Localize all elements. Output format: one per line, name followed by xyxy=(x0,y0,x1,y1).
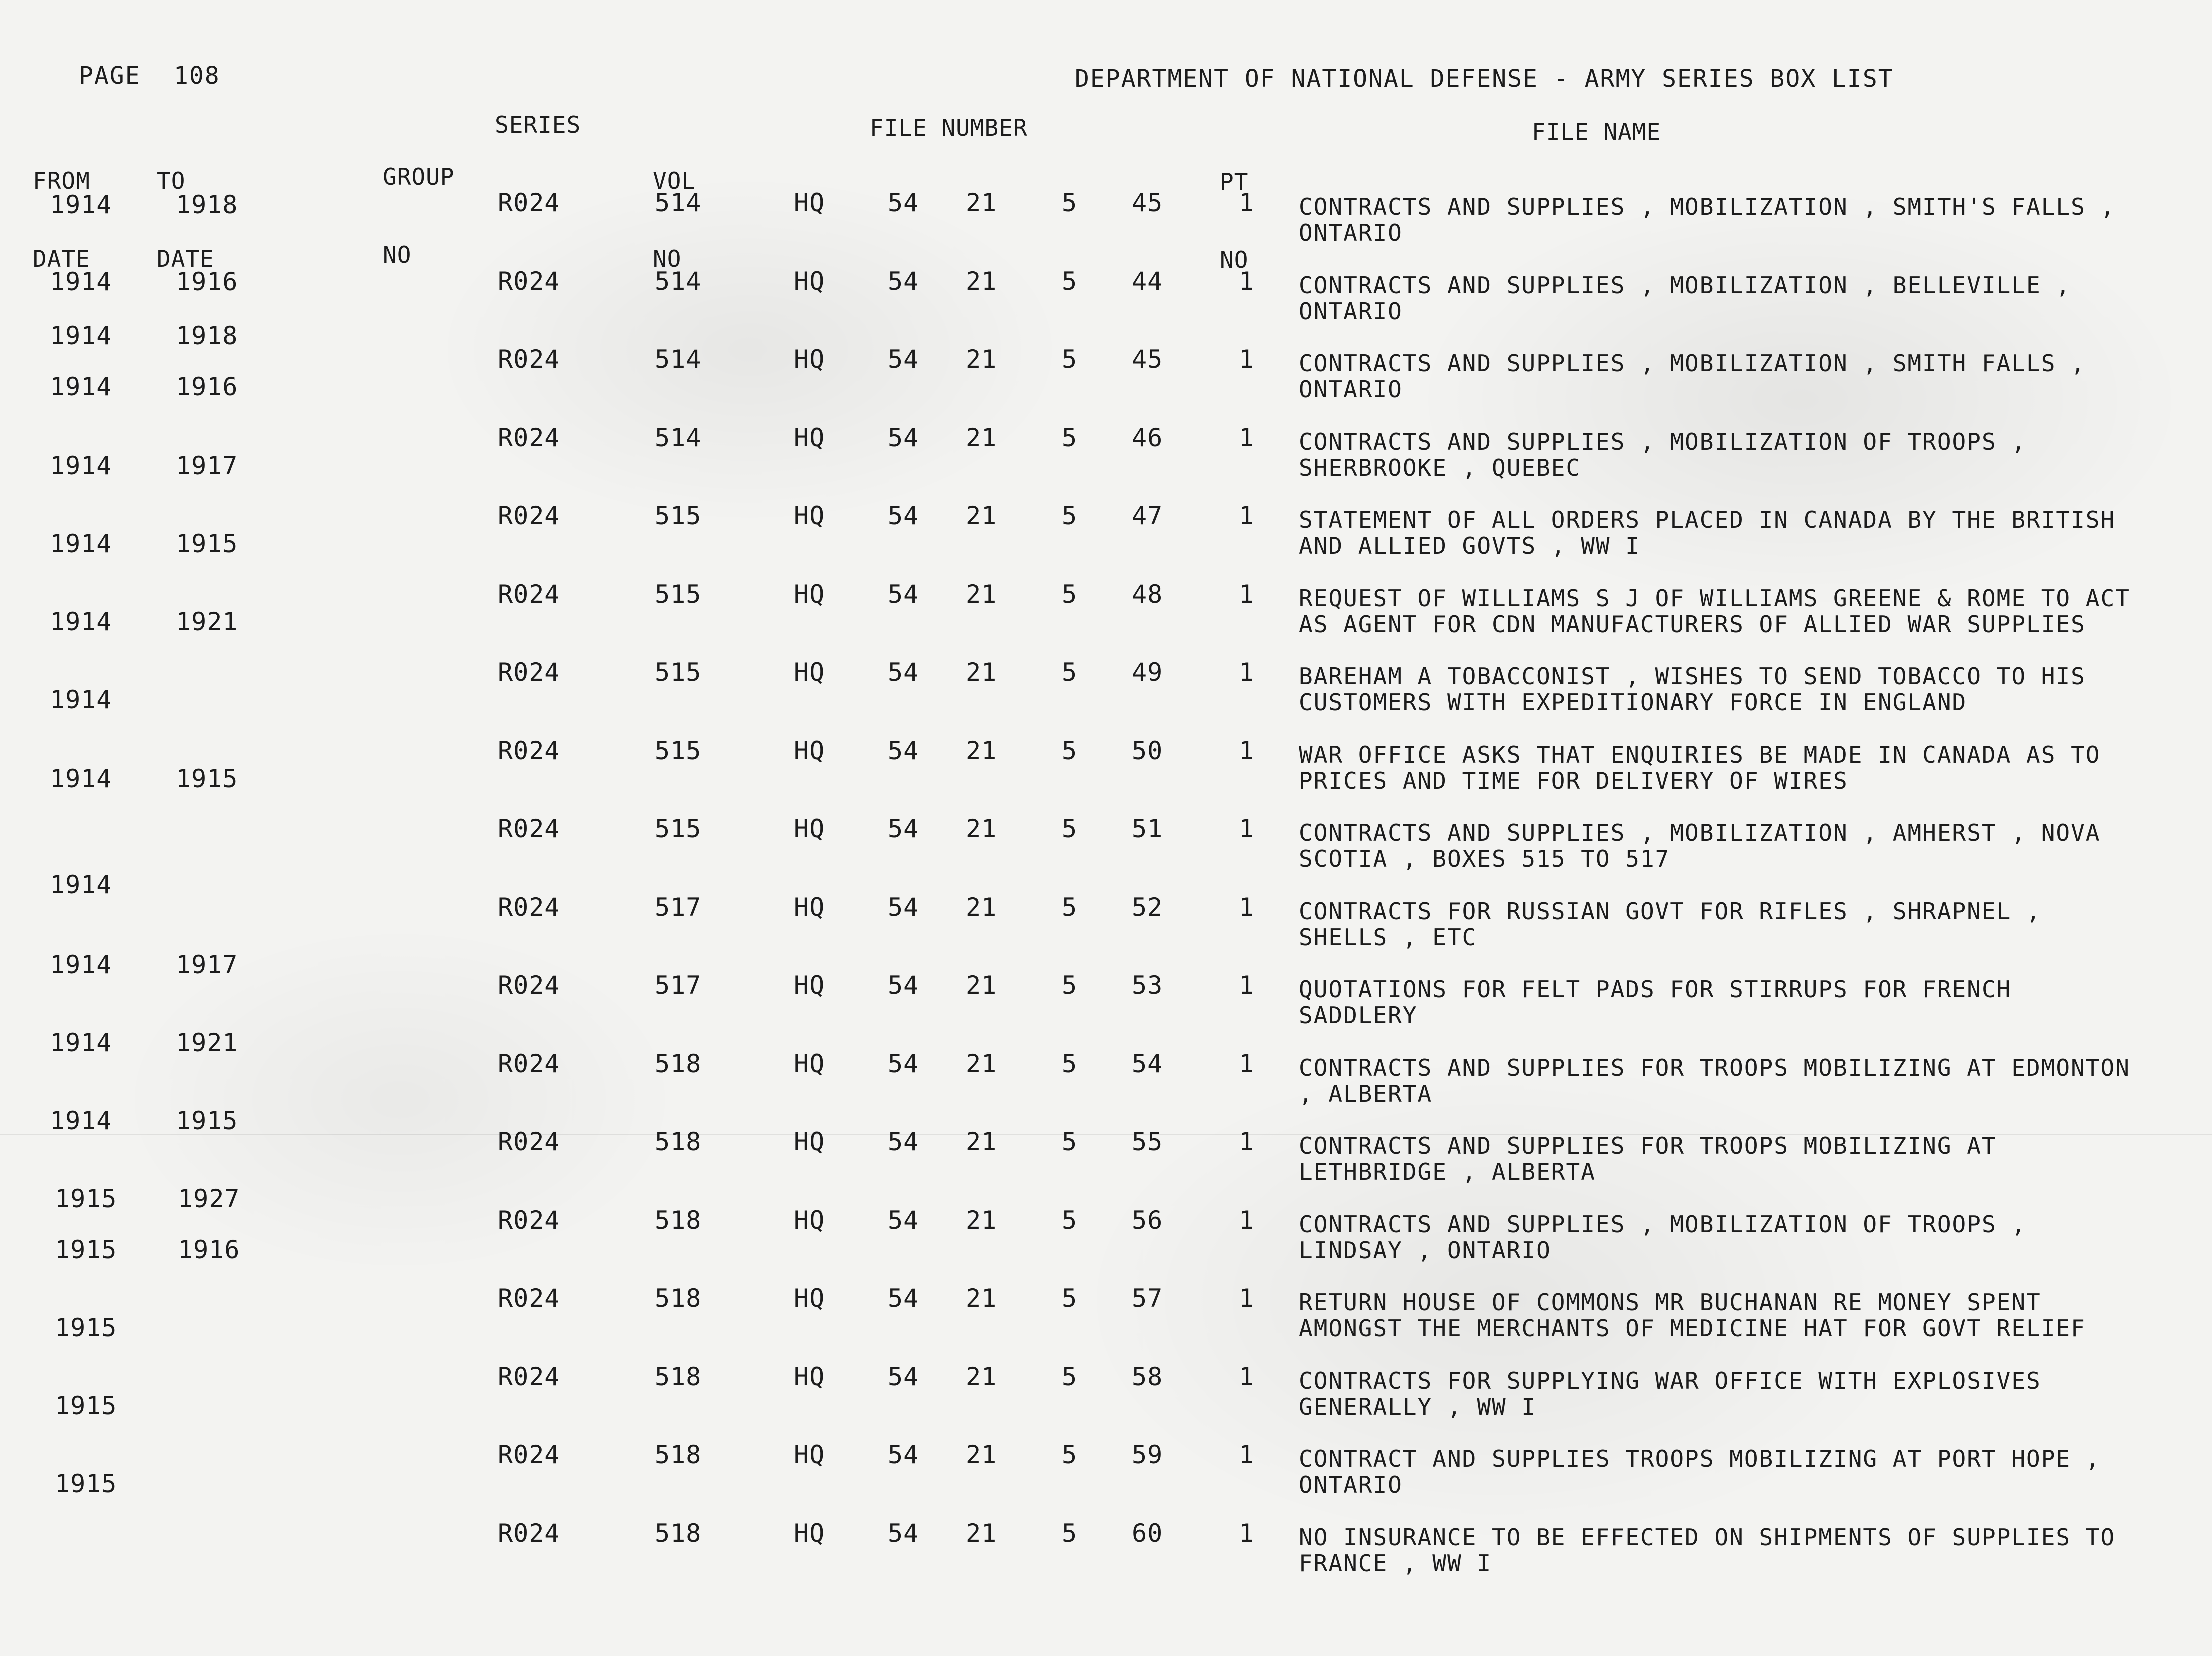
file-name-line-1: QUOTATIONS FOR FELT PADS FOR STIRRUPS FOR FRENCH xyxy=(1299,976,2012,1003)
file-number-part-1: 54 xyxy=(888,1519,920,1548)
file-number-part-4: 50 xyxy=(1132,736,1164,766)
file-number-part-2: 21 xyxy=(966,1440,998,1470)
file-number-part-4: 51 xyxy=(1132,814,1164,844)
from-date: 1914 xyxy=(50,372,112,402)
header-from-label: FROM xyxy=(33,168,90,194)
header-pt-label: PT xyxy=(1220,168,1249,196)
vol-cell: 515 xyxy=(655,736,702,766)
file-number-part-3: 5 xyxy=(1062,267,1078,296)
file-number-part-4: 54 xyxy=(1132,1050,1164,1078)
header-to-label: TO xyxy=(157,168,186,194)
pt-cell: 1 xyxy=(1239,267,1255,296)
to-date: 1915 xyxy=(176,1106,238,1136)
file-name-line-1: CONTRACTS FOR SUPPLYING WAR OFFICE WITH EXPLOSIVES xyxy=(1299,1368,2042,1394)
file-number-part-4: 59 xyxy=(1132,1440,1164,1470)
file-number-part-1: 54 xyxy=(888,971,920,1000)
file-name-line-2: SHERBROOKE , QUEBEC xyxy=(1299,454,1582,482)
pt-cell: 1 xyxy=(1239,1206,1255,1235)
series-cell: R024 xyxy=(498,1050,560,1078)
file-number-part-4: 52 xyxy=(1132,893,1164,922)
file-number-part-2: 21 xyxy=(966,502,998,530)
to-date: 1921 xyxy=(176,1028,238,1058)
file-prefix-cell: HQ xyxy=(794,345,826,374)
file-number-part-2: 21 xyxy=(966,1519,998,1548)
file-number-part-1: 54 xyxy=(888,1206,920,1235)
pt-cell: 1 xyxy=(1239,1362,1255,1392)
to-date: 1916 xyxy=(178,1236,240,1264)
file-number-part-2: 21 xyxy=(966,580,998,609)
header-file-name: FILE NAME xyxy=(1532,118,1662,146)
pt-cell: 1 xyxy=(1239,658,1255,687)
from-date: 1914 xyxy=(50,268,112,296)
file-name-line-1: CONTRACTS FOR RUSSIAN GOVT FOR RIFLES , SHRAPNEL , xyxy=(1299,898,2042,925)
file-number-part-2: 21 xyxy=(966,424,998,452)
file-prefix-cell: HQ xyxy=(794,658,826,687)
file-name-line-2: , ALBERTA xyxy=(1299,1080,1433,1108)
file-prefix-cell: HQ xyxy=(794,424,826,452)
file-number-part-1: 54 xyxy=(888,1440,920,1470)
file-number-part-3: 5 xyxy=(1062,502,1078,530)
file-number-part-3: 5 xyxy=(1062,1440,1078,1470)
from-date: 1914 xyxy=(50,764,112,794)
file-name-line-1: RETURN HOUSE OF COMMONS MR BUCHANAN RE MONEY SPENT xyxy=(1299,1289,2042,1316)
file-number-part-4: 57 xyxy=(1132,1284,1164,1313)
file-name-line-1: BAREHAM A TOBACCONIST , WISHES TO SEND TOBACCO TO HIS xyxy=(1299,663,2086,690)
from-date: 1914 xyxy=(50,608,112,636)
file-number-part-4: 48 xyxy=(1132,580,1164,609)
series-cell: R024 xyxy=(498,188,560,218)
file-name-line-2: GENERALLY , WW I xyxy=(1299,1394,1537,1420)
pt-cell: 1 xyxy=(1239,424,1255,452)
to-date: 1916 xyxy=(176,268,238,296)
file-prefix-cell: HQ xyxy=(794,1128,826,1156)
file-number-part-4: 56 xyxy=(1132,1206,1164,1235)
file-prefix-cell: HQ xyxy=(794,580,826,609)
file-number-part-3: 5 xyxy=(1062,1050,1078,1078)
file-number-part-4: 44 xyxy=(1132,267,1164,296)
file-number-part-2: 21 xyxy=(966,1128,998,1156)
document-title: DEPARTMENT OF NATIONAL DEFENSE - ARMY SERIES BOX LIST xyxy=(1075,65,1894,93)
from-date: 1915 xyxy=(55,1470,118,1498)
series-cell: R024 xyxy=(498,267,560,296)
file-number-part-4: 55 xyxy=(1132,1128,1164,1156)
file-number-part-4: 58 xyxy=(1132,1362,1164,1392)
file-prefix-cell: HQ xyxy=(794,502,826,530)
header-date-label: DATE xyxy=(157,246,214,272)
pt-cell: 1 xyxy=(1239,1128,1255,1156)
file-name-line-2: ONTARIO xyxy=(1299,220,1403,246)
file-number-part-3: 5 xyxy=(1062,1128,1078,1156)
vol-cell: 515 xyxy=(655,658,702,687)
pt-cell: 1 xyxy=(1239,188,1255,218)
file-prefix-cell: HQ xyxy=(794,814,826,844)
file-name-line-1: CONTRACTS AND SUPPLIES , MOBILIZATION , AMHERST , NOVA xyxy=(1299,820,2101,846)
header-group-no xyxy=(383,112,454,294)
file-name-line-2: SCOTIA , BOXES 515 TO 517 xyxy=(1299,846,1670,872)
file-number-part-3: 5 xyxy=(1062,1362,1078,1392)
file-number-part-3: 5 xyxy=(1062,345,1078,374)
from-date: 1914 xyxy=(50,322,112,350)
vol-cell: 518 xyxy=(655,1128,702,1156)
file-name-line-1: CONTRACTS AND SUPPLIES FOR TROOPS MOBILIZING AT xyxy=(1299,1132,1997,1160)
file-number-part-3: 5 xyxy=(1062,814,1078,844)
header-date-label: DATE xyxy=(33,246,90,272)
from-date: 1915 xyxy=(55,1392,118,1420)
file-name-line-2: FRANCE , WW I xyxy=(1299,1550,1492,1577)
series-cell: R024 xyxy=(498,736,560,766)
file-number-part-4: 47 xyxy=(1132,502,1164,530)
series-cell: R024 xyxy=(498,814,560,844)
file-number-part-3: 5 xyxy=(1062,893,1078,922)
series-cell: R024 xyxy=(498,1128,560,1156)
file-number-part-1: 54 xyxy=(888,736,920,766)
header-no-label: NO xyxy=(1220,246,1249,274)
file-number-part-2: 21 xyxy=(966,345,998,374)
file-name-line-2: AMONGST THE MERCHANTS OF MEDICINE HAT FOR GOVT RELIEF xyxy=(1299,1315,2086,1342)
file-number-part-3: 5 xyxy=(1062,658,1078,687)
file-number-part-2: 21 xyxy=(966,1284,998,1313)
page-label: PAGE xyxy=(79,62,141,90)
file-prefix-cell: HQ xyxy=(794,1519,826,1548)
header-no-label: NO xyxy=(383,242,412,268)
file-number-part-1: 54 xyxy=(888,893,920,922)
vol-cell: 514 xyxy=(655,345,702,374)
file-number-part-1: 54 xyxy=(888,188,920,218)
vol-cell: 514 xyxy=(655,188,702,218)
file-number-part-1: 54 xyxy=(888,580,920,609)
to-date: 1917 xyxy=(176,950,238,980)
series-cell: R024 xyxy=(498,424,560,452)
file-name-line-1: CONTRACTS AND SUPPLIES , MOBILIZATION , SMITH FALLS , xyxy=(1299,350,2086,377)
file-prefix-cell: HQ xyxy=(794,893,826,922)
header-vol-label: VOL xyxy=(653,168,696,194)
file-number-part-2: 21 xyxy=(966,1362,998,1392)
file-number-part-1: 54 xyxy=(888,658,920,687)
file-number-part-3: 5 xyxy=(1062,580,1078,609)
file-name-line-1: CONTRACTS AND SUPPLIES , MOBILIZATION , BELLEVILLE , xyxy=(1299,272,2072,299)
file-name-line-1: CONTRACTS AND SUPPLIES , MOBILIZATION OF TROOPS , xyxy=(1299,1211,2027,1238)
from-date: 1914 xyxy=(50,950,112,980)
vol-cell: 515 xyxy=(655,580,702,609)
to-date: 1917 xyxy=(176,452,238,480)
file-number-part-3: 5 xyxy=(1062,736,1078,766)
vol-cell: 517 xyxy=(655,893,702,922)
file-prefix-cell: HQ xyxy=(794,1050,826,1078)
file-name-line-1: CONTRACTS AND SUPPLIES FOR TROOPS MOBILIZING AT EDMONTON xyxy=(1299,1054,2130,1082)
vol-cell: 514 xyxy=(655,267,702,296)
file-name-line-1: CONTRACTS AND SUPPLIES , MOBILIZATION OF TROOPS , xyxy=(1299,428,2027,456)
file-number-part-2: 21 xyxy=(966,267,998,296)
pt-cell: 1 xyxy=(1239,1050,1255,1078)
from-date: 1915 xyxy=(55,1236,118,1264)
file-name-line-1: REQUEST OF WILLIAMS S J OF WILLIAMS GREENE & ROME TO ACT xyxy=(1299,585,2130,612)
file-name-line-2: LINDSAY , ONTARIO xyxy=(1299,1237,1552,1264)
file-prefix-cell: HQ xyxy=(794,1206,826,1235)
file-prefix-cell: HQ xyxy=(794,1362,826,1392)
file-prefix-cell: HQ xyxy=(794,1284,826,1313)
from-date: 1914 xyxy=(50,452,112,480)
file-number-part-1: 54 xyxy=(888,1362,920,1392)
file-name-line-1: STATEMENT OF ALL ORDERS PLACED IN CANADA BY THE BRITISH xyxy=(1299,506,2116,534)
file-prefix-cell: HQ xyxy=(794,1440,826,1470)
series-cell: R024 xyxy=(498,345,560,374)
file-number-part-1: 54 xyxy=(888,502,920,530)
from-date: 1914 xyxy=(50,190,112,220)
page-number: 108 xyxy=(174,62,220,90)
file-number-part-3: 5 xyxy=(1062,188,1078,218)
from-date: 1914 xyxy=(50,1106,112,1136)
file-name-line-1: CONTRACTS AND SUPPLIES , MOBILIZATION , SMITH'S FALLS , xyxy=(1299,194,2116,220)
file-prefix-cell: HQ xyxy=(794,736,826,766)
file-number-part-3: 5 xyxy=(1062,1206,1078,1235)
series-cell: R024 xyxy=(498,580,560,609)
file-name-line-2: SHELLS , ETC xyxy=(1299,924,1478,951)
file-name-line-2: PRICES AND TIME FOR DELIVERY OF WIRES xyxy=(1299,768,1848,794)
file-number-part-4: 45 xyxy=(1132,188,1164,218)
file-number-part-2: 21 xyxy=(966,814,998,844)
file-number-part-2: 21 xyxy=(966,893,998,922)
from-date: 1914 xyxy=(50,686,112,714)
file-name-line-2: AND ALLIED GOVTS , WW I xyxy=(1299,532,1640,560)
file-prefix-cell: HQ xyxy=(794,188,826,218)
header-no-label: NO xyxy=(653,246,682,272)
file-number-part-2: 21 xyxy=(966,736,998,766)
pt-cell: 1 xyxy=(1239,502,1255,530)
pt-cell: 1 xyxy=(1239,893,1255,922)
file-name-line-2: LETHBRIDGE , ALBERTA xyxy=(1299,1158,1596,1186)
vol-cell: 518 xyxy=(655,1519,702,1548)
vol-cell: 518 xyxy=(655,1362,702,1392)
vol-cell: 518 xyxy=(655,1440,702,1470)
file-number-part-3: 5 xyxy=(1062,971,1078,1000)
series-cell: R024 xyxy=(498,658,560,687)
file-number-part-4: 60 xyxy=(1132,1519,1164,1548)
pt-cell: 1 xyxy=(1239,971,1255,1000)
file-number-part-4: 49 xyxy=(1132,658,1164,687)
file-number-part-1: 54 xyxy=(888,1128,920,1156)
file-name-line-2: ONTARIO xyxy=(1299,376,1403,403)
file-number-part-1: 54 xyxy=(888,1050,920,1078)
to-date: 1927 xyxy=(178,1184,240,1214)
vol-cell: 515 xyxy=(655,814,702,844)
file-number-part-2: 21 xyxy=(966,658,998,687)
file-number-part-2: 21 xyxy=(966,188,998,218)
vol-cell: 518 xyxy=(655,1050,702,1078)
to-date: 1915 xyxy=(176,764,238,794)
to-date: 1921 xyxy=(176,608,238,636)
file-name-line-1: NO INSURANCE TO BE EFFECTED ON SHIPMENTS OF SUPPLIES TO xyxy=(1299,1524,2116,1551)
from-date: 1914 xyxy=(50,1028,112,1058)
file-number-part-4: 46 xyxy=(1132,424,1164,452)
file-number-part-1: 54 xyxy=(888,424,920,452)
series-cell: R024 xyxy=(498,893,560,922)
pt-cell: 1 xyxy=(1239,345,1255,374)
file-number-part-4: 45 xyxy=(1132,345,1164,374)
file-name-line-2: ONTARIO xyxy=(1299,298,1403,325)
file-number-part-1: 54 xyxy=(888,345,920,374)
pt-cell: 1 xyxy=(1239,736,1255,766)
file-number-part-3: 5 xyxy=(1062,424,1078,452)
series-cell: R024 xyxy=(498,1206,560,1235)
series-cell: R024 xyxy=(498,502,560,530)
pt-cell: 1 xyxy=(1239,1440,1255,1470)
file-number-part-1: 54 xyxy=(888,267,920,296)
from-date: 1914 xyxy=(50,870,112,900)
from-date: 1915 xyxy=(55,1184,118,1214)
file-number-part-3: 5 xyxy=(1062,1519,1078,1548)
to-date: 1916 xyxy=(176,372,238,402)
from-date: 1915 xyxy=(55,1314,118,1342)
series-cell: R024 xyxy=(498,1362,560,1392)
from-date: 1914 xyxy=(50,530,112,558)
file-prefix-cell: HQ xyxy=(794,971,826,1000)
file-number-part-2: 21 xyxy=(966,1050,998,1078)
vol-cell: 517 xyxy=(655,971,702,1000)
vol-cell: 514 xyxy=(655,424,702,452)
vol-cell: 515 xyxy=(655,502,702,530)
file-name-line-2: CUSTOMERS WITH EXPEDITIONARY FORCE IN ENGLAND xyxy=(1299,689,1968,716)
file-number-part-3: 5 xyxy=(1062,1284,1078,1313)
file-name-line-2: SADDLERY xyxy=(1299,1002,1418,1029)
to-date: 1918 xyxy=(176,322,238,350)
series-cell: R024 xyxy=(498,1519,560,1548)
file-number-part-4: 53 xyxy=(1132,971,1164,1000)
file-number-part-1: 54 xyxy=(888,814,920,844)
series-cell: R024 xyxy=(498,971,560,1000)
file-number-part-2: 21 xyxy=(966,971,998,1000)
header-series: SERIES xyxy=(495,112,582,138)
file-name-line-2: AS AGENT FOR CDN MANUFACTURERS OF ALLIED WAR SUPPLIES xyxy=(1299,611,2086,638)
file-number-part-1: 54 xyxy=(888,1284,920,1313)
series-cell: R024 xyxy=(498,1440,560,1470)
file-prefix-cell: HQ xyxy=(794,267,826,296)
to-date: 1918 xyxy=(176,190,238,220)
header-file-number: FILE NUMBER xyxy=(870,114,1028,142)
series-cell: R024 xyxy=(498,1284,560,1313)
to-date: 1915 xyxy=(176,530,238,558)
vol-cell: 518 xyxy=(655,1284,702,1313)
pt-cell: 1 xyxy=(1239,580,1255,609)
file-name-line-1: WAR OFFICE ASKS THAT ENQUIRIES BE MADE IN CANADA AS TO xyxy=(1299,742,2101,768)
file-name-line-1: CONTRACT AND SUPPLIES TROOPS MOBILIZING AT PORT HOPE , xyxy=(1299,1446,2101,1472)
pt-cell: 1 xyxy=(1239,1519,1255,1548)
header-group-label: GROUP xyxy=(383,164,455,190)
vol-cell: 518 xyxy=(655,1206,702,1235)
file-number-part-2: 21 xyxy=(966,1206,998,1235)
pt-cell: 1 xyxy=(1239,814,1255,844)
pt-cell: 1 xyxy=(1239,1284,1255,1313)
file-name-line-2: ONTARIO xyxy=(1299,1472,1403,1498)
